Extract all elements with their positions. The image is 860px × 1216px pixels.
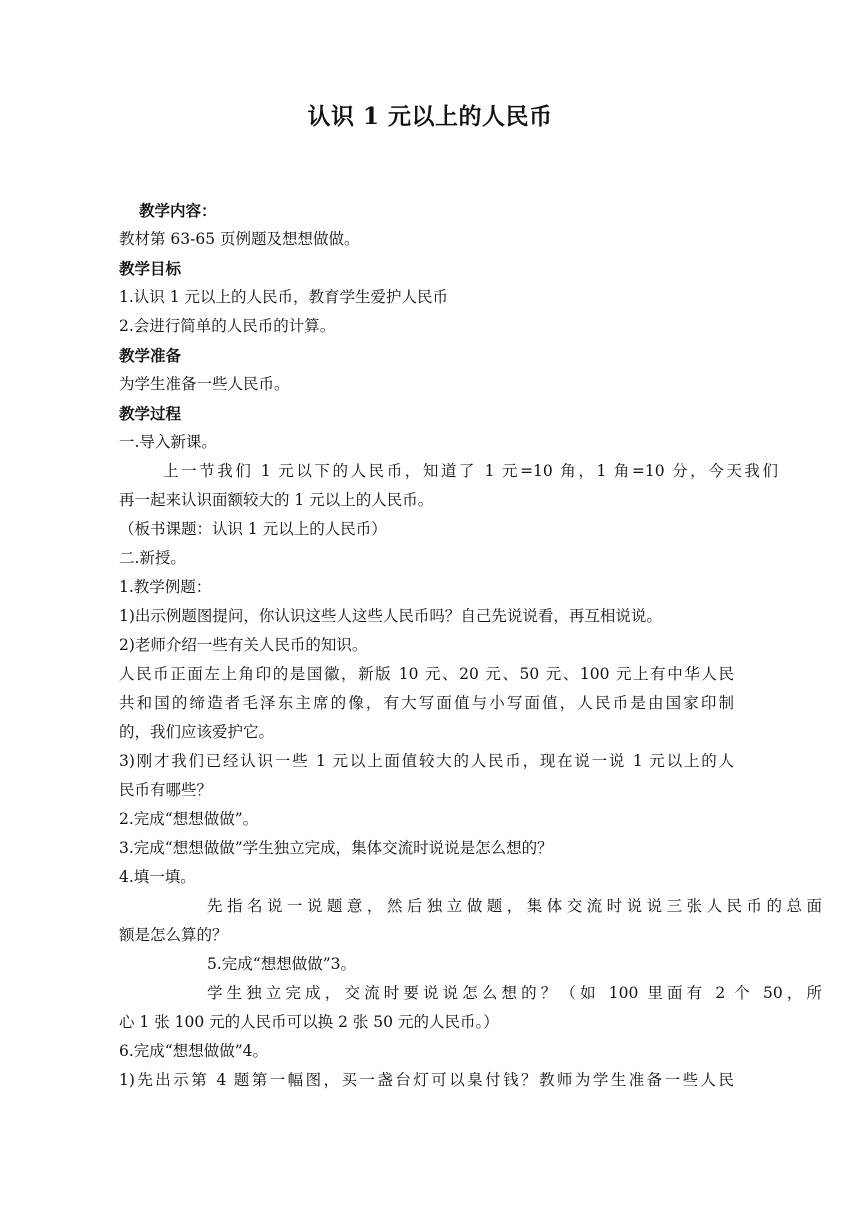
paragraph-line: 的，我们应该爱护它。 [119, 723, 275, 741]
paragraph-line: 2.会进行简单的人民币的计算。 [119, 317, 336, 335]
paragraph-line: 6.完成“想想做做”4。 [119, 1042, 268, 1060]
section-heading-content: 教学内容： [139, 201, 217, 220]
paragraph-line: 额是怎么算的？ [119, 926, 228, 944]
section-heading-preparation: 教学准备 [119, 346, 182, 365]
paragraph-line: 5.完成“想想做做”3。 [207, 955, 356, 973]
paragraph-line: 为学生准备一些人民币。 [119, 375, 290, 393]
paragraph-line: （板书课题：认识 1 元以上的人民币） [119, 520, 387, 538]
paragraph-line: 学生独立完成，交流时要说说怎么想的？（如 100 里面有 2 个 50，所 [207, 984, 822, 1002]
paragraph-line: 上一节我们 1 元以下的人民币，知道了 1 元=10 角，1 角=10 分，今天我们 [163, 462, 778, 480]
paragraph-line: 教材第 63-65 页例题及想想做做。 [119, 230, 360, 248]
paragraph-line: 心 1 张 100 元的人民币可以换 2 张 50 元的人民币。） [119, 1013, 499, 1031]
paragraph-line: 3)刚才我们已经认识一些 1 元以上面值较大的人民币，现在说一说 1 元以上的人 [119, 752, 734, 770]
paragraph-line: 二.新授。 [119, 549, 186, 567]
paragraph-line: 4.填一填。 [119, 868, 196, 886]
paragraph-line: 1.教学例题： [119, 578, 212, 596]
paragraph-line: 共和国的缔造者毛泽东主席的像，有大写面值与小写面值，人民币是由国家印制 [119, 694, 734, 712]
paragraph-line: 一.导入新课。 [119, 433, 217, 451]
section-heading-goals: 教学目标 [119, 259, 182, 278]
paragraph-line: 1)出示例题图提问，你认识这些人这些人民币吗？自己先说说看，再互相说说。 [119, 607, 662, 625]
paragraph-line: 先指名说一说题意，然后独立做题，集体交流时说说三张人民币的总面 [207, 897, 822, 915]
paragraph-line: 3.完成“想想做做”学生独立完成，集体交流时说说是怎么想的？ [119, 839, 553, 857]
paragraph-line: 人民币正面左上角印的是国徽，新版 10 元、20 元、50 元、100 元上有中华人民 [119, 665, 734, 683]
paragraph-line: 民币有哪些？ [119, 781, 213, 799]
document-title: 认识 1 元以上的人民币 [307, 103, 553, 130]
section-heading-process: 教学过程 [119, 404, 182, 423]
paragraph-line: 1.认识 1 元以上的人民币，教育学生爱护人民币 [119, 288, 449, 306]
paragraph-line: 再一起来认识面额较大的 1 元以上的人民币。 [119, 491, 434, 509]
document-body [119, 196, 822, 1095]
paragraph-line: 2)老师介绍一些有关人民币的知识。 [119, 636, 368, 654]
paragraph-line: 1)先出示第 4 题第一幅图，买一盏台灯可以臬付钱？教师为学生准备一些人民 [119, 1071, 734, 1089]
paragraph-line: 2.完成“想想做做”。 [119, 810, 259, 828]
